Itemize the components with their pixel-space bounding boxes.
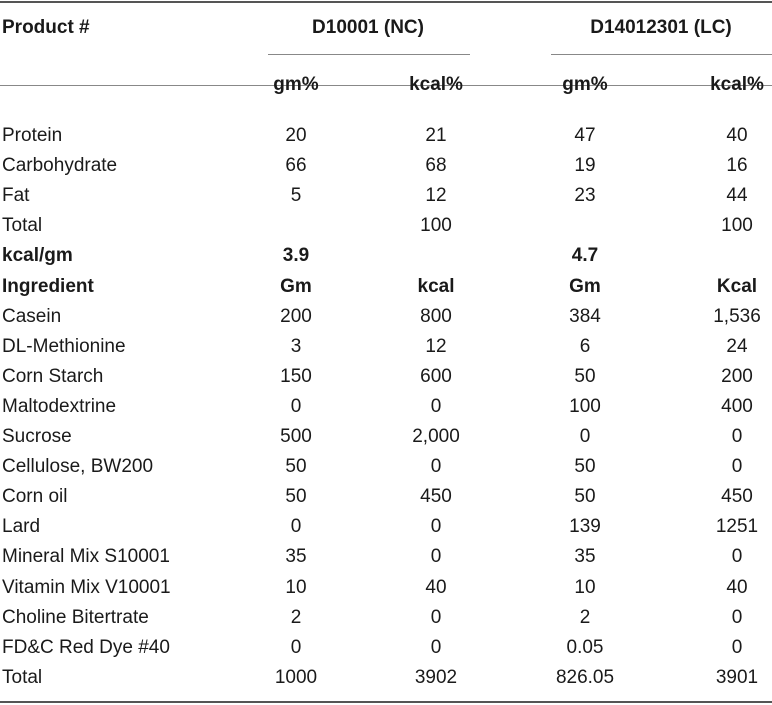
ingredient-header-row-label: Ingredient	[2, 276, 94, 297]
macro-row-label: Carbohydrate	[2, 155, 118, 176]
kcal-per-gm-row-label: kcal/gm	[2, 245, 73, 266]
ingredient-row-label: Mineral Mix S10001	[2, 546, 170, 567]
ingredient-row-label: Total	[2, 667, 43, 688]
lc-group-underline	[551, 54, 772, 55]
ingredient-row-label: Corn oil	[2, 486, 68, 507]
macro-row-label: Protein	[2, 125, 63, 146]
ingredient-row-label: DL-Methionine	[2, 336, 126, 357]
nc-group-underline	[268, 54, 470, 55]
ingredient-row-label: Corn Starch	[2, 366, 104, 387]
ingredient-row-label: Cellulose, BW200	[2, 456, 154, 477]
diet-composition-table: Product # D10001 (NC) D14012301 (LC) gm% kcal% gm% kcal% Protein 20 21 47 40 Carbohydrate 66 68 19 16 Fat 5 12 23 44 Total 100 100 kcal/gm 3.9 4.7 Ingredient Gm kcal Gm Kcal Casein 200 800 384 1,536 DL-Methionine 3 12 6 24 Corn Starch 150 600 50 200 Maltodextrine 0 0 100 400 Sucrose 500 2,000 0 0 Cellulose, BW200 50 0 50 0 Corn oil 50 450 50 450 Lard 0 0 139 1251 Mineral Mix S10001 35 0 35 0 Vitamin Mix V10001 10 40 10 40 Choline Bitertrate 2 0 2 0 FD&C Red Dye #40 0 0 0.05 0 Total 1000 3902 826.05 3901	[0, 0, 772, 705]
ingredient-row-label: Vitamin Mix V10001	[2, 577, 171, 598]
table-bottom-rule	[0, 701, 772, 703]
macro-row-label: Total	[2, 215, 43, 236]
header-bottom-rule	[0, 85, 772, 86]
product-header: Product #	[2, 17, 90, 38]
ingredient-row-label: Casein	[2, 306, 62, 327]
ingredient-row-label: Sucrose	[2, 426, 72, 447]
macro-row-label: Fat	[2, 185, 30, 206]
ingredient-row-label: FD&C Red Dye #40	[2, 637, 170, 658]
ingredient-row-label: Maltodextrine	[2, 396, 117, 417]
table-top-rule	[0, 1, 772, 3]
ingredient-row-label: Lard	[2, 516, 41, 537]
ingredient-row-label: Choline Bitertrate	[2, 607, 149, 628]
